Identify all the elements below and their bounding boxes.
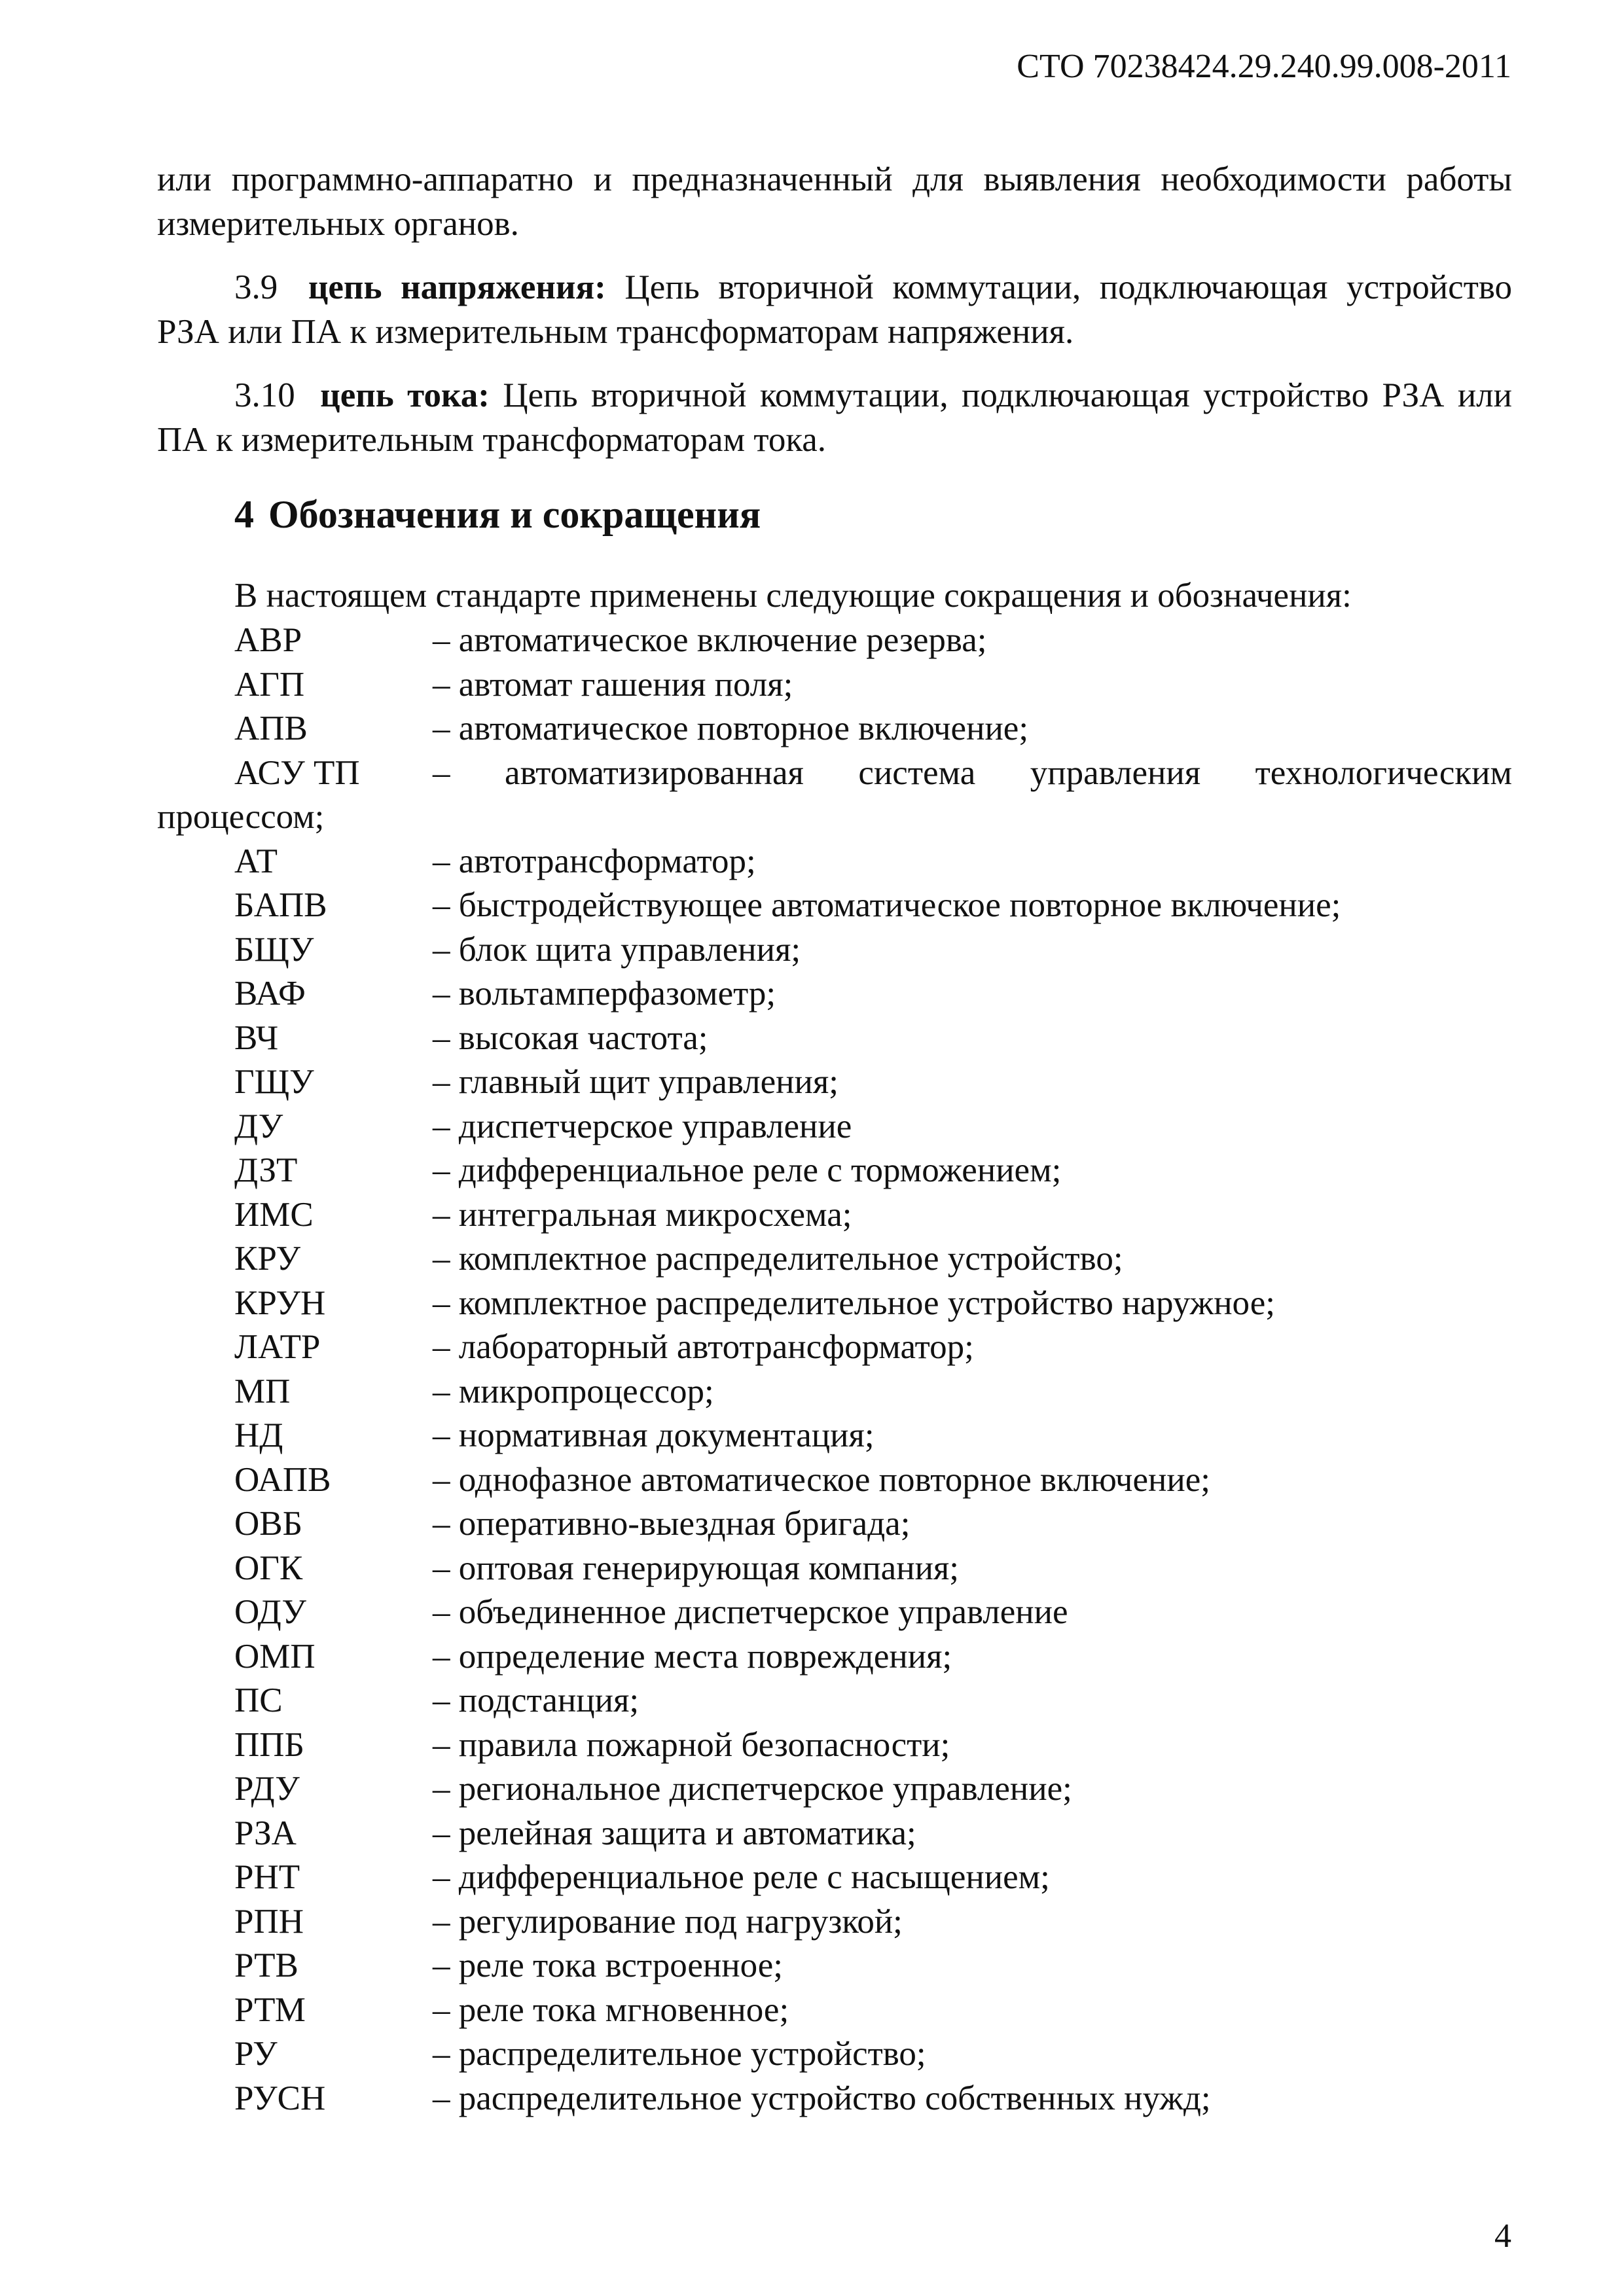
list-item [157, 1414, 1512, 1458]
list-item [157, 1767, 1512, 1812]
list-item [157, 1370, 1512, 1414]
abbreviation: ДУ [234, 1107, 283, 1145]
list-item [157, 751, 1512, 840]
abbreviation: ИМС [234, 1195, 314, 1234]
list-item [157, 1590, 1512, 1635]
abbreviation: РУ [234, 2035, 278, 2073]
abbreviation-definition: – высокая частота; [433, 1018, 708, 1057]
continuation-paragraph: или программно-аппаратно и предназначенный для выявления необходимости работы измерительных органов. [157, 160, 1512, 243]
list-item [157, 1237, 1512, 1282]
abbreviation-definition: – дифференциальное реле с торможением; [433, 1151, 1062, 1189]
list-item [157, 1325, 1512, 1370]
abbreviation-list [157, 619, 1512, 2121]
abbreviation-definition: – блок щита управления; [433, 930, 801, 969]
abbreviation-definition: – реле тока встроенное; [433, 1946, 784, 1984]
list-item [157, 1458, 1512, 1503]
abbreviation-definition: – реле тока мгновенное; [433, 1990, 789, 2029]
abbreviation: ОМП [234, 1637, 316, 1676]
abbreviation-definition: – интегральная микросхема; [433, 1195, 852, 1234]
abbreviation: ВЧ [234, 1018, 279, 1057]
abbreviation: КРУН [234, 1283, 326, 1322]
defined-term: цепь напряжения: [308, 268, 606, 306]
abbreviation-definition: – региональное диспетчерское управление; [433, 1770, 1072, 1808]
abbreviation: БЩУ [234, 930, 314, 969]
abbreviation: РТВ [234, 1946, 298, 1984]
abbreviation: ОАПВ [234, 1460, 331, 1499]
defined-term: цепь тока: [320, 376, 490, 414]
abbreviation: АТ [234, 842, 278, 880]
abbreviation-definition: – автоматизированная система управления технологическим [433, 753, 1512, 792]
definition-text: Цепь вторичной коммутации, подключающая устройство РЗА или ПА к измерительным трансформаторам тока. [157, 376, 1512, 459]
list-item [157, 1502, 1512, 1547]
abbreviation: ЛАТР [234, 1328, 321, 1366]
clause-number: 3.10 [234, 376, 295, 414]
abbreviation: РПН [234, 1902, 304, 1941]
abbreviation-definition: – диспетчерское управление [433, 1107, 852, 1145]
abbreviation: ГЩУ [234, 1063, 314, 1101]
abbreviation-definition: – регулирование под нагрузкой; [433, 1902, 903, 1941]
abbreviation-definition-continuation: процессом; [157, 798, 325, 836]
abbreviation: ОВБ [234, 1505, 303, 1543]
clause-number: 3.9 [234, 268, 278, 306]
abbreviation: НД [234, 1416, 283, 1454]
abbreviation-definition: – правила пожарной безопасности; [433, 1725, 950, 1764]
document-code-header: СТО 70238424.29.240.99.008-2011 [1017, 48, 1511, 85]
list-item [157, 972, 1512, 1016]
list-item [157, 1900, 1512, 1945]
list-item [157, 928, 1512, 973]
abbreviation-definition: – объединенное диспетчерское управление [433, 1593, 1068, 1631]
list-item [157, 1016, 1512, 1061]
abbreviation-definition: – распределительное устройство собственных нужд; [433, 2079, 1211, 2117]
abbreviation: ВАФ [234, 975, 306, 1013]
abbreviation: ПС [234, 1681, 283, 1719]
section-title-text: Обозначения и сокращения [268, 493, 761, 536]
list-item [157, 1547, 1512, 1591]
definition-3-9 [157, 265, 1512, 354]
abbreviation-definition: – автоматическое повторное включение; [433, 709, 1029, 747]
definition-3-10 [157, 373, 1512, 462]
abbreviation: БАПВ [234, 886, 327, 924]
abbreviation: МП [234, 1372, 291, 1410]
abbreviation-definition: – определение места повреждения; [433, 1637, 952, 1676]
list-item [157, 1105, 1512, 1149]
abbreviation: АГП [234, 665, 305, 704]
section-intro: В настоящем стандарте применены следующие сокращения и обозначения: [234, 577, 1352, 615]
abbreviation: РУСН [234, 2079, 326, 2117]
abbreviation: АСУ ТП [234, 753, 360, 792]
list-item [157, 1944, 1512, 1988]
abbreviation-definition: – релейная защита и автоматика; [433, 1814, 916, 1852]
abbreviation-definition: – быстродействующее автоматическое повторное включение; [433, 886, 1341, 924]
abbreviation-definition: – нормативная документация; [433, 1416, 875, 1454]
abbreviation-definition: – оперативно-выездная бригада; [433, 1505, 911, 1543]
section-heading [234, 490, 761, 539]
list-item [157, 619, 1512, 663]
abbreviation-definition: – автомат гашения поля; [433, 665, 793, 704]
list-item [157, 840, 1512, 884]
list-item [157, 663, 1512, 708]
list-item [157, 1149, 1512, 1193]
abbreviation-definition: – дифференциальное реле с насыщением; [433, 1858, 1050, 1896]
abbreviation: ДЗТ [234, 1151, 298, 1189]
definition-text: Цепь вторичной коммутации, подключающая устройство РЗА или ПА к измерительным трансформаторам напряжения. [157, 268, 1513, 351]
list-item [157, 1060, 1512, 1105]
abbreviation: АПВ [234, 709, 308, 747]
abbreviation: ППБ [234, 1725, 304, 1764]
abbreviation-definition: – подстанция; [433, 1681, 640, 1719]
abbreviation: ОГК [234, 1549, 303, 1587]
list-item [157, 1723, 1512, 1768]
abbreviation: РНТ [234, 1858, 300, 1896]
abbreviation-definition: – распределительное устройство; [433, 2035, 926, 2073]
section-number: 4 [234, 493, 254, 536]
abbreviation-definition: – оптовая генерирующая компания; [433, 1549, 960, 1587]
abbreviation: АВР [234, 621, 302, 659]
abbreviation: РТМ [234, 1990, 306, 2029]
list-item [157, 1282, 1512, 1326]
list-item [157, 1856, 1512, 1900]
page-number: 4 [1494, 2217, 1511, 2255]
list-item [157, 1812, 1512, 1856]
abbreviation: РЗА [234, 1814, 297, 1852]
list-item [157, 2077, 1512, 2121]
abbreviation-definition: – однофазное автоматическое повторное включение; [433, 1460, 1210, 1499]
list-item [157, 707, 1512, 751]
abbreviation: ОДУ [234, 1593, 306, 1631]
abbreviation: РДУ [234, 1770, 300, 1808]
list-item [157, 1193, 1512, 1238]
abbreviation: КРУ [234, 1240, 301, 1278]
abbreviation-definition: – микропроцессор; [433, 1372, 714, 1410]
abbreviation-definition: – главный щит управления; [433, 1063, 839, 1101]
abbreviation-definition: – автотрансформатор; [433, 842, 756, 880]
list-item [157, 1679, 1512, 1723]
abbreviation-definition: – лабораторный автотрансформатор; [433, 1328, 974, 1366]
list-item [157, 1635, 1512, 1679]
list-item [157, 1988, 1512, 2033]
abbreviation-definition: – комплектное распределительное устройство наружное; [433, 1283, 1275, 1322]
list-item [157, 884, 1512, 928]
abbreviation-definition: – комплектное распределительное устройство; [433, 1240, 1123, 1278]
abbreviation-definition: – вольтамперфазометр; [433, 975, 776, 1013]
abbreviation-definition: – автоматическое включение резерва; [433, 621, 987, 659]
list-item [157, 2032, 1512, 2077]
